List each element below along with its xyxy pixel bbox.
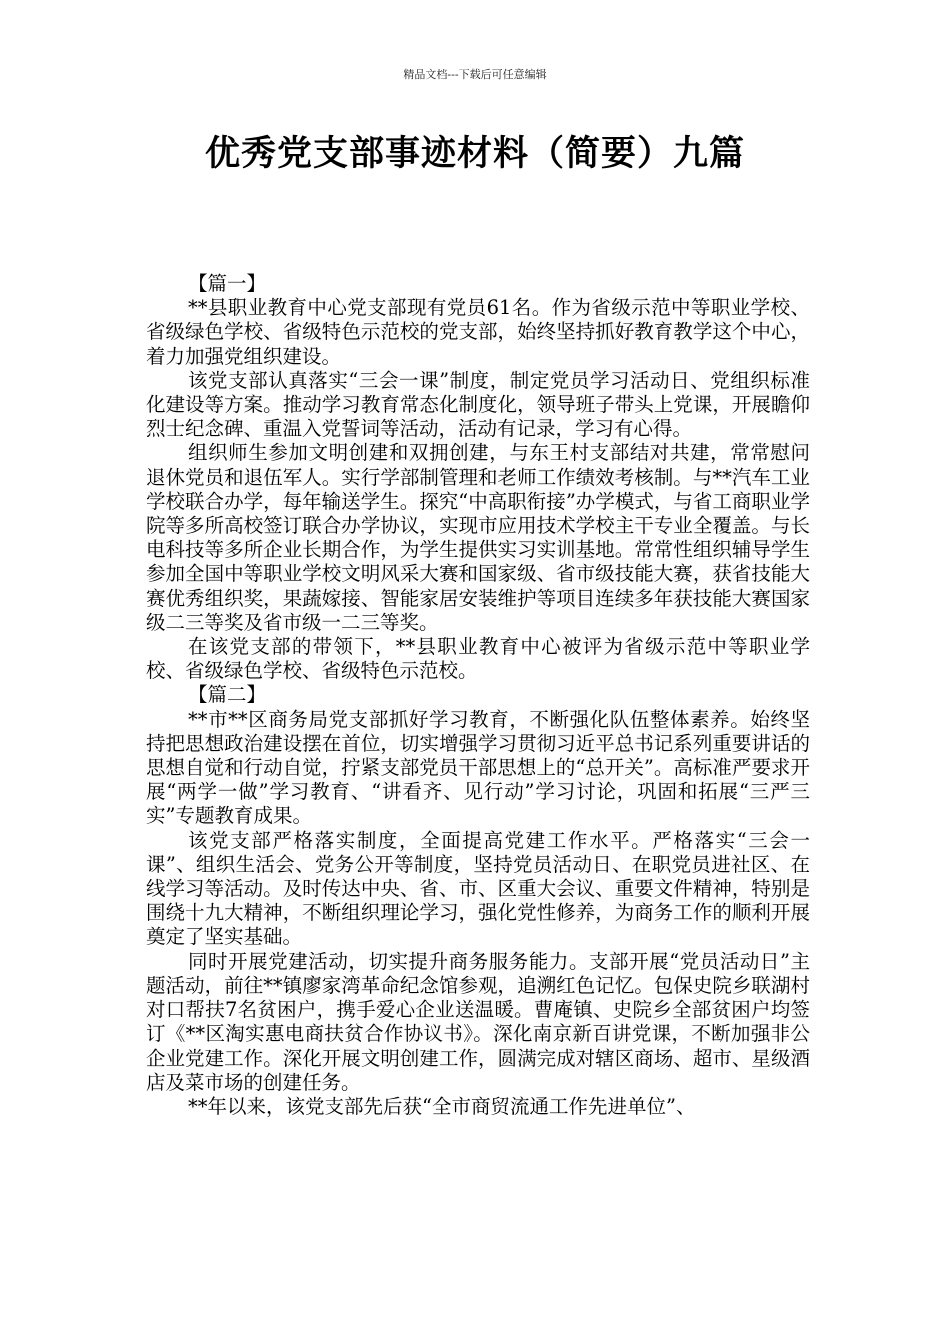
paragraph: 同时开展党建活动，切实提升商务服务能力。支部开展“党员活动日”主题活动，前往**镇廖家湾革命纪念馆参观，追溯红色记忆。包保史院乡联湖村对口帮扶7名贫困户，携手爱心企业送温暖。曹庵镇、史院乡全部贫困户均签订《**区淘实惠电商扶贫合作协议书》。深化南京新百讲党课，不断加强非公企业党建工作。深化开展文明创建工作，圆满完成对辖区商场、超市、星级酒店及菜市场的创建任务。 <box>146 949 810 1094</box>
document-title: 优秀党支部事迹材料（简要）九篇 <box>204 134 745 174</box>
section-heading: 【篇一】 <box>188 272 267 295</box>
document-body <box>146 272 810 1119</box>
paragraph: 在该党支部的带领下，**县职业教育中心被评为省级示范中等职业学校、省级绿色学校、省级特色示范校。 <box>146 635 810 683</box>
paragraph: 组织师生参加文明创建和双拥创建，与东王村支部结对共建，常常慰问退休党员和退伍军人。实行学部制管理和老师工作绩效考核制。与**汽车工业学校联合办学，每年输送学生。探究“中高职衔接”办学模式，与省工商职业学院等多所高校签订联合办学协议，实现市应用技术学校主干专业全覆盖。与长电科技等多所企业长期合作，为学生提供实习实训基地。常常性组织辅导学生参加全国中等职业学校文明风采大赛和国家级、省市级技能大赛，获省技能大赛优秀组织奖，果蔬嫁接、智能家居安装维护等项目连续多年获技能大赛国家级二三等奖及省市级一二三等奖。 <box>146 441 810 634</box>
section-heading: 【篇二】 <box>188 683 267 707</box>
paragraph: 该党支部认真落实“三会一课”制度，制定党员学习活动日、党组织标准化建设等方案。推动学习教育常态化制度化，领导班子带头上党课，开展瞻仰烈士纪念碑、重温入党誓词等活动，活动有记录，学习有心得。 <box>146 368 810 441</box>
header-note: 精品文档---下载后可任意编辑 <box>403 68 547 81</box>
paragraph: 该党支部严格落实制度，全面提高党建工作水平。严格落实“三会一课”、组织生活会、党务公开等制度，坚持党员活动日、在职党员进社区、在线学习等活动。及时传达中央、省、市、区重大会议、重要文件精神，特别是围绕十九大精神，不断组织理论学习，强化党性修养，为商务工作的顺利开展奠定了坚实基础。 <box>146 828 810 949</box>
paragraph: **市**区商务局党支部抓好学习教育，不断强化队伍整体素养。始终坚持把思想政治建设摆在首位，切实增强学习贯彻习近平总书记系列重要讲话的思想自觉和行动自觉，拧紧支部党员干部思想上的“总开关”。高标准严要求开展“两学一做”学习教育、“讲看齐、见行动”学习讨论，巩固和拓展“三严三实”专题教育成果。 <box>146 707 810 828</box>
paragraph: **年以来，该党支部先后获“全市商贸流通工作先进单位”、 <box>188 1094 696 1118</box>
paragraph: **县职业教育中心党支部现有党员61名。作为省级示范中等职业学校、省级绿色学校、省级特色示范校的党支部，始终坚持抓好教育教学这个中心，着力加强党组织建设。 <box>146 296 810 368</box>
